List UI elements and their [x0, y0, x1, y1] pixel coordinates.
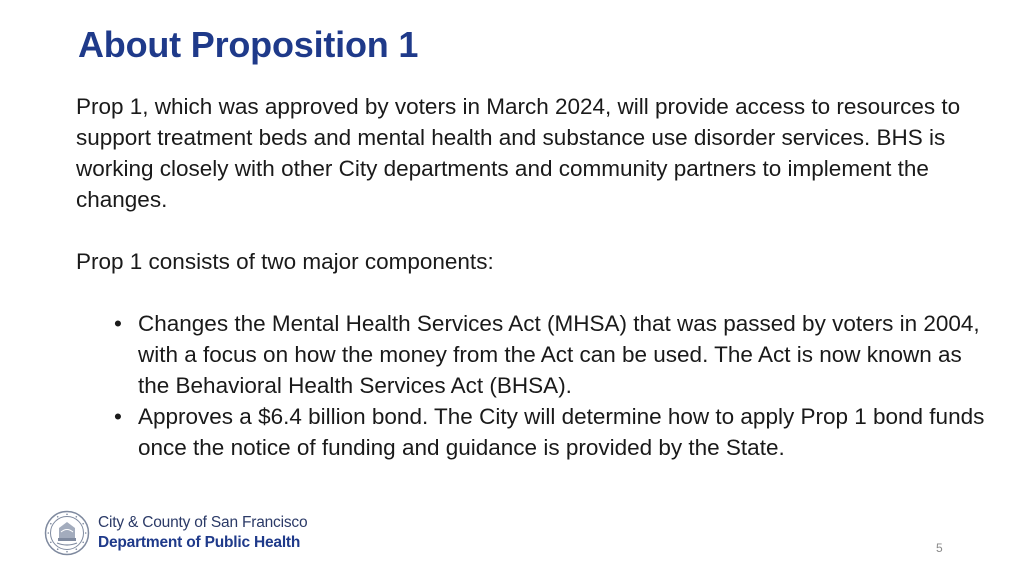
bullet-icon: • [114, 311, 122, 336]
city-seal-icon [44, 510, 90, 556]
org-department: Department of Public Health [98, 534, 301, 551]
org-name [98, 513, 307, 553]
footer-logo [44, 510, 307, 556]
components-list [76, 308, 986, 463]
slide-content [76, 91, 986, 463]
intro-paragraph: Prop 1, which was approved by voters in March 2024, will provide access to resources to support treatment beds and mental health and substance use disorder services. BHS is working closely with other City departments and community partners to implement the changes. [76, 94, 961, 212]
bullet-icon: • [114, 404, 122, 429]
bullet-text: Approves a $6.4 billion bond. The City will determine how to apply Prop 1 bond funds once the notice of funding and guidance is provided by the State. [138, 404, 985, 460]
bullet-text: Changes the Mental Health Services Act (MHSA) that was passed by voters in 2004, with a focus on how the money from the Act can be used. The Act is now known as the Behavioral Health Services Act (BHSA). [138, 311, 980, 398]
slide-title: About Proposition 1 [78, 24, 419, 65]
list-item [114, 308, 986, 401]
org-city-county: City & County of San Francisco [98, 514, 308, 531]
list-item [114, 401, 986, 463]
page-number: 5 [936, 541, 943, 555]
components-lead: Prop 1 consists of two major components: [76, 249, 494, 274]
